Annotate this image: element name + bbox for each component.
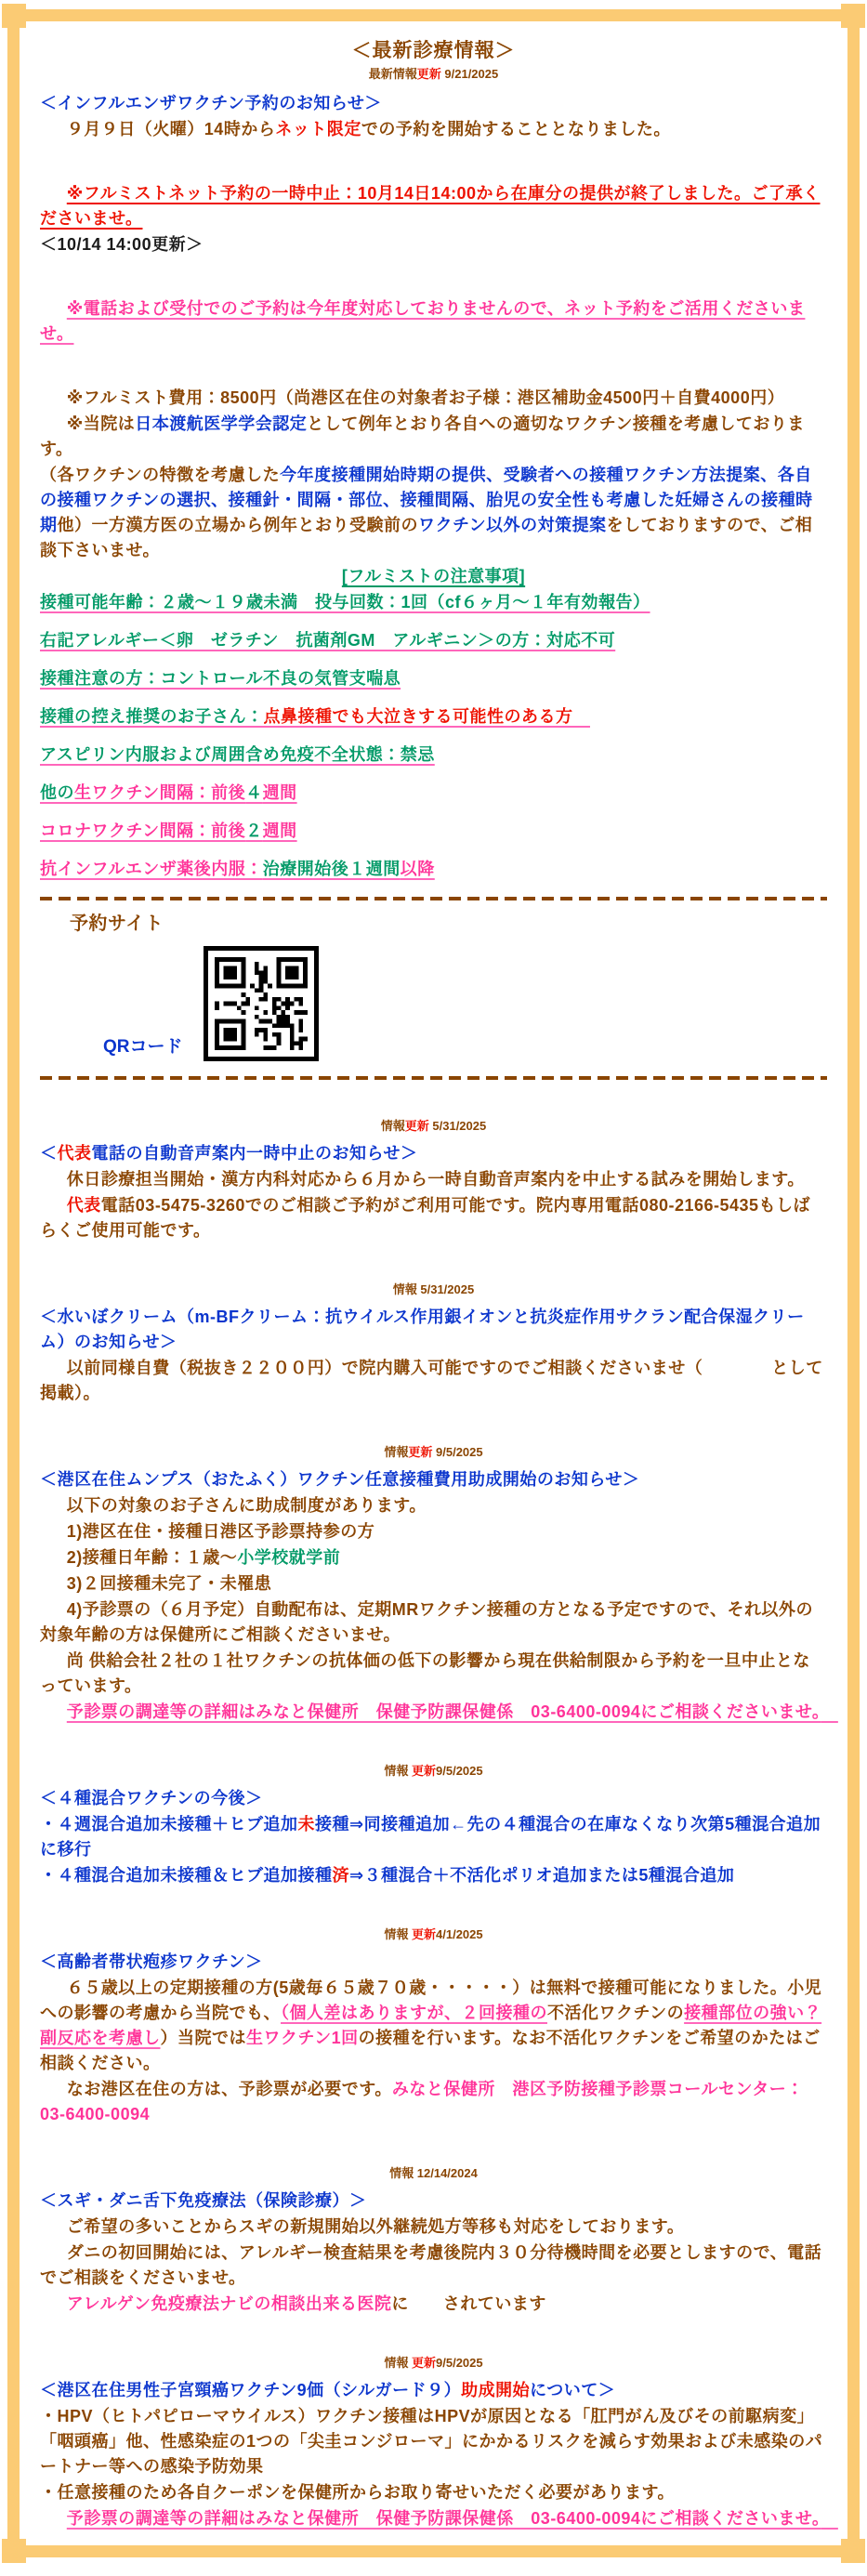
- slit-line3: アレルゲン免疫療法ナビの相談出来る医院に されています: [66, 2294, 546, 2313]
- qr-code: [204, 946, 319, 1061]
- mumps-item4: 4)予診票の（６月予定）自動配布は、定期MRワクチン接種の方となる予定ですので、それ以外の対象年齢の方は保健所にご相談くださいませ。: [40, 1600, 814, 1644]
- flumist-note-antiflu: 抗インフルエンザ薬後内服：治療開始後１週間以降: [40, 860, 435, 878]
- combo-section-heading: ＜４種混合ワクチンの今後＞: [40, 1789, 263, 1807]
- mumps-intro: 以下の対象のお子さんに助成制度があります。: [66, 1496, 427, 1515]
- cream-section-heading: ＜水いぼクリーム（m-BFクリーム：抗ウイルス作用銀イオンと抗炎症作用サクラン配合保湿クリーム）のお知らせ＞: [40, 1308, 805, 1351]
- mumps-section-heading: ＜港区在住ムンプス（おたふく）ワクチン任意接種費用助成開始のお知らせ＞: [40, 1470, 640, 1489]
- combo-bullet2: ・４種混合追加未接種＆ヒブ追加接種済⇒３種混合＋不活化ポリオ追加または5種混合追加: [40, 1866, 735, 1885]
- phone-update-stamp: 情報更新 5/31/2025: [380, 1119, 487, 1133]
- mumps-supply-note: 尚 供給会社２社の１社ワクチンの抗体価の低下の影響から現在供給制限から予約を一旦中止となっています。: [40, 1651, 810, 1695]
- combo-update-stamp: 情報 更新9/5/2025: [384, 1764, 483, 1778]
- hpv-contact-line: 予診票の調達等の詳細はみなと保健所 保健予防課保健係 03-6400-0094にご相談くださいませ。: [66, 2509, 838, 2528]
- combo-bullet1: ・４週混合追加未接種＋ヒブ追加未接種⇒同接種追加←先の４種混合の在庫なくなり次第5種混合追加に移行: [40, 1815, 821, 1859]
- flumist-note-caution: 接種注意の方：コントロール不良の気管支喘息: [40, 669, 401, 688]
- divider-dashed: [40, 897, 827, 900]
- flumist-note-refrain: 接種の控え推奨のお子さん：点鼻接種でも大泣きする可能性のある方: [40, 707, 590, 726]
- flu-start-line: ９月９日（火曜）14時からネット限定での予約を開始することとなりました。: [66, 120, 671, 138]
- flumist-note-allergy: 右記アレルギー＜卵 ゼラチン 抗菌剤GM アルギニン＞の方：対応不可: [40, 631, 616, 650]
- net-only-notice: ※電話および受付でのご予約は今年度対応しておりませんので、ネット予約をご活用くださいませ。: [40, 299, 806, 343]
- mumps-item1: 1)港区在住・接種日港区予診票持参の方: [66, 1522, 375, 1541]
- mumps-item3: 3)２回接種未完了・未罹患: [66, 1574, 272, 1593]
- qr-code-label: QRコード: [103, 1037, 183, 1057]
- phone-line1: 休日診療担当開始・漢方内科対応から６月から一時自動音声案内を中止する試みを開始します。: [66, 1170, 805, 1189]
- cream-line1: 以前同様自費（税抜き２２００円）で院内購入可能ですのでご相談くださいませ（ として掲載）。: [40, 1359, 823, 1402]
- cream-update-stamp: 情報 5/31/2025: [392, 1282, 475, 1296]
- hpv-section-heading: ＜港区在住男性子宮頸癌ワクチン9価（シルガード９）助成開始について＞: [40, 2381, 616, 2399]
- shingles-section-heading: ＜高齢者帯状疱疹ワクチン＞: [40, 1952, 263, 1971]
- hpv-bullet1: ・HPV（ヒトパピローマウイルス）ワクチン接種はHPVが原因となる「肛門がん及びその前駆病変」「咽頭癌」他、性感染症の1つの「尖圭コンジローマ」にかかるリスクを減らす効果および未感染のパートナー等への感染予防効果: [40, 2407, 823, 2476]
- divider-dashed: [40, 1076, 827, 1080]
- flumist-note-live-interval: 他の生ワクチン間隔：前後４週間: [40, 783, 297, 802]
- slit-line1: ご希望の多いことからスギの新規開始以外継続処方等移も対応をしております。: [66, 2217, 685, 2236]
- shingles-voucher-line: なお港区在住の方は、予診票が必要です。みなと保健所 港区予防接種予診票コールセンター：03-6400-0094: [40, 2080, 804, 2123]
- frame-corner: [2, 2539, 26, 2563]
- frame-corner: [2, 4, 26, 28]
- flumist-note-corona-interval: コロナワクチン間隔：前後２週間: [40, 821, 297, 840]
- flumist-stop-updated: ＜10/14 14:00更新＞: [40, 235, 204, 254]
- shingles-update-stamp: 情報 更新4/1/2025: [384, 1927, 483, 1941]
- page-title: ＜最新診療情報＞: [351, 40, 516, 61]
- flu-section-heading: ＜インフルエンザワクチン予約のお知らせ＞: [40, 94, 382, 112]
- flumist-stop-notice: ※フルミストネット予約の一時中止：10月14日14:00から在庫分の提供が終了しました。ご了承くださいませ。: [40, 184, 821, 228]
- slit-update-stamp: 情報 12/14/2024: [389, 2166, 478, 2180]
- qr-code-image: [215, 957, 308, 1050]
- frame-corner: [841, 2539, 865, 2563]
- page-frame: [7, 9, 860, 2557]
- shingles-paragraph: ６５歳以上の定期接種の方(5歳毎６５歳７０歳・・・・・）は無料で接種可能になりました。小児への影響の考慮から当院でも、（個人差はありますが、２回接種の不活化ワクチンの接種部位の強い？副反応を考慮し）当院では生ワクチン1回の接種を行います。なお不活化ワクチンをご希望のかたはご相談ください。: [40, 1978, 822, 2072]
- slit-section-heading: ＜スギ・ダニ舌下免疫療法（保険診療）＞: [40, 2191, 367, 2210]
- slit-line2: ダニの初回開始には、アレルギー検査結果を考慮後院内３０分待機時間を必要としますので、電話でご相談をくださいませ。: [40, 2243, 822, 2287]
- hpv-update-stamp: 情報 更新9/5/2025: [384, 2356, 483, 2370]
- vaccine-policy-paragraph: （各ワクチンの特徴を考慮した今年度接種開始時期の提供、受験者への接種ワクチン方法提案、各自の接種ワクチンの選択、接種針・間隔・部位、接種間隔、胎児の安全性も考慮した妊婦さんの接種時期他）一方漢方医の立場から例年とおり受験前のワクチン以外の対策提案をしておりますので、ご相談下さいませ。: [40, 466, 813, 559]
- mumps-item2: 2)接種日年齢：１歳～小学校就学前: [66, 1548, 341, 1567]
- flumist-cost-line: ※フルミスト費用：8500円（尚港区在住の対象者お子様：港区補助金4500円＋自費4000円）: [66, 388, 785, 407]
- hpv-bullet2: ・任意接種のため各自クーポンを保健所からお取り寄せいただく必要があります。: [40, 2483, 676, 2502]
- booking-site-label: 予約サイト: [70, 913, 164, 934]
- flumist-note-age: 接種可能年齢：２歳～１９歳未満 投与回数：1回（cf６ヶ月～１年有効報告）: [40, 593, 650, 611]
- flumist-note-aspirin: アスピリン内服および周囲含め免疫不全状態：禁忌: [40, 745, 435, 764]
- mumps-update-stamp: 情報更新 9/5/2025: [384, 1445, 483, 1459]
- society-line: ※当院は日本渡航医学学会認定として例年とおり各自への適切なワクチン接種を考慮しております。: [40, 414, 805, 458]
- phone-line2: 代表電話03-5475-3260でのご相談ご予約がご利用可能です。院内専用電話080-2166-5435もしばらくご使用可能です。: [40, 1196, 811, 1240]
- booking-qr-block: [103, 946, 827, 1061]
- flumist-notes-title: [フルミストの注意事項]: [341, 567, 526, 585]
- header-update-stamp: 最新情報更新 9/21/2025: [368, 67, 499, 81]
- phone-section-heading: ＜代表電話の自動音声案内一時中止のお知らせ＞: [40, 1144, 418, 1163]
- mumps-contact-line: 予診票の調達等の詳細はみなと保健所 保健予防課保健係 03-6400-0094にご相談くださいませ。: [66, 1702, 838, 1721]
- frame-corner: [841, 4, 865, 28]
